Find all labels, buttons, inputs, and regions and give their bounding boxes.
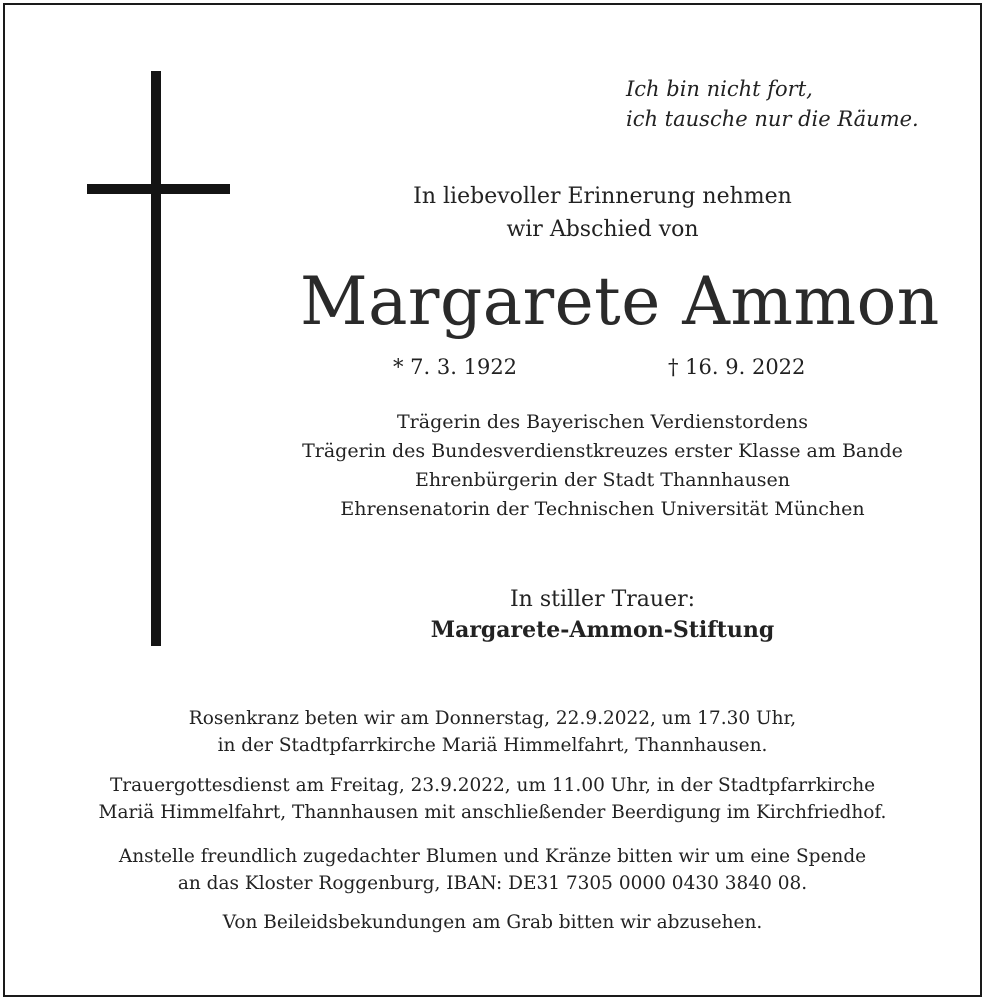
rosary-line-2: in der Stadtpfarrkirche Mariä Himmelfahrt, Thannhausen. — [217, 735, 768, 756]
donation-info — [40, 843, 945, 897]
honor-item: Trägerin des Bayerischen Verdienstordens — [396, 411, 809, 433]
rosary-line-1: Rosenkranz beten wir am Donnerstag, 22.9.2022, um 17.30 Uhr, — [188, 708, 797, 729]
mourning-label: In stiller Trauer: — [509, 587, 696, 612]
intro-line-2: wir Abschied von — [506, 217, 699, 242]
condolences-line: Von Beileidsbekundungen am Grab bitten wir abzusehen. — [222, 912, 763, 933]
honor-item: Trägerin des Bundesverdienstkreuzes erster Klasse am Bande — [302, 440, 903, 462]
death-date: † 16. 9. 2022 — [668, 355, 806, 379]
deceased-name: Margarete Ammon — [300, 263, 940, 340]
honor-item: Ehrenbürgerin der Stadt Thannhausen — [414, 469, 791, 491]
honor-item: Ehrensenatorin der Technischen Universität München — [340, 498, 865, 520]
cross-horizontal-beam — [87, 184, 230, 194]
mourning-signature: Margarete-Ammon-Stiftung — [430, 617, 775, 643]
funeral-info — [40, 772, 945, 826]
intro-text — [300, 180, 905, 246]
funeral-line-2: Mariä Himmelfahrt, Thannhausen mit anschließender Beerdigung im Kirchfriedhof. — [98, 802, 887, 823]
motto-line-1: Ich bin nicht fort, — [626, 77, 813, 101]
honors-list — [300, 408, 905, 524]
funeral-line-1: Trauergottesdienst am Freitag, 23.9.2022, um 11.00 Uhr, in der Stadtpfarrkirche — [109, 775, 876, 796]
condolences-info — [40, 909, 945, 936]
cross-vertical-beam — [151, 71, 161, 646]
birth-date: * 7. 3. 1922 — [393, 355, 518, 379]
rosary-info — [40, 705, 945, 759]
mourning-block — [300, 584, 905, 646]
motto-line-2: ich tausche nur die Räume. — [626, 107, 919, 131]
donation-line-1: Anstelle freundlich zugedachter Blumen und Kränze bitten wir um eine Spende — [118, 846, 867, 867]
intro-line-1: In liebevoller Erinnerung nehmen — [413, 184, 792, 209]
motto-quote — [626, 74, 966, 134]
donation-line-2: an das Kloster Roggenburg, IBAN: DE31 7305 0000 0430 3840 08. — [177, 873, 808, 894]
